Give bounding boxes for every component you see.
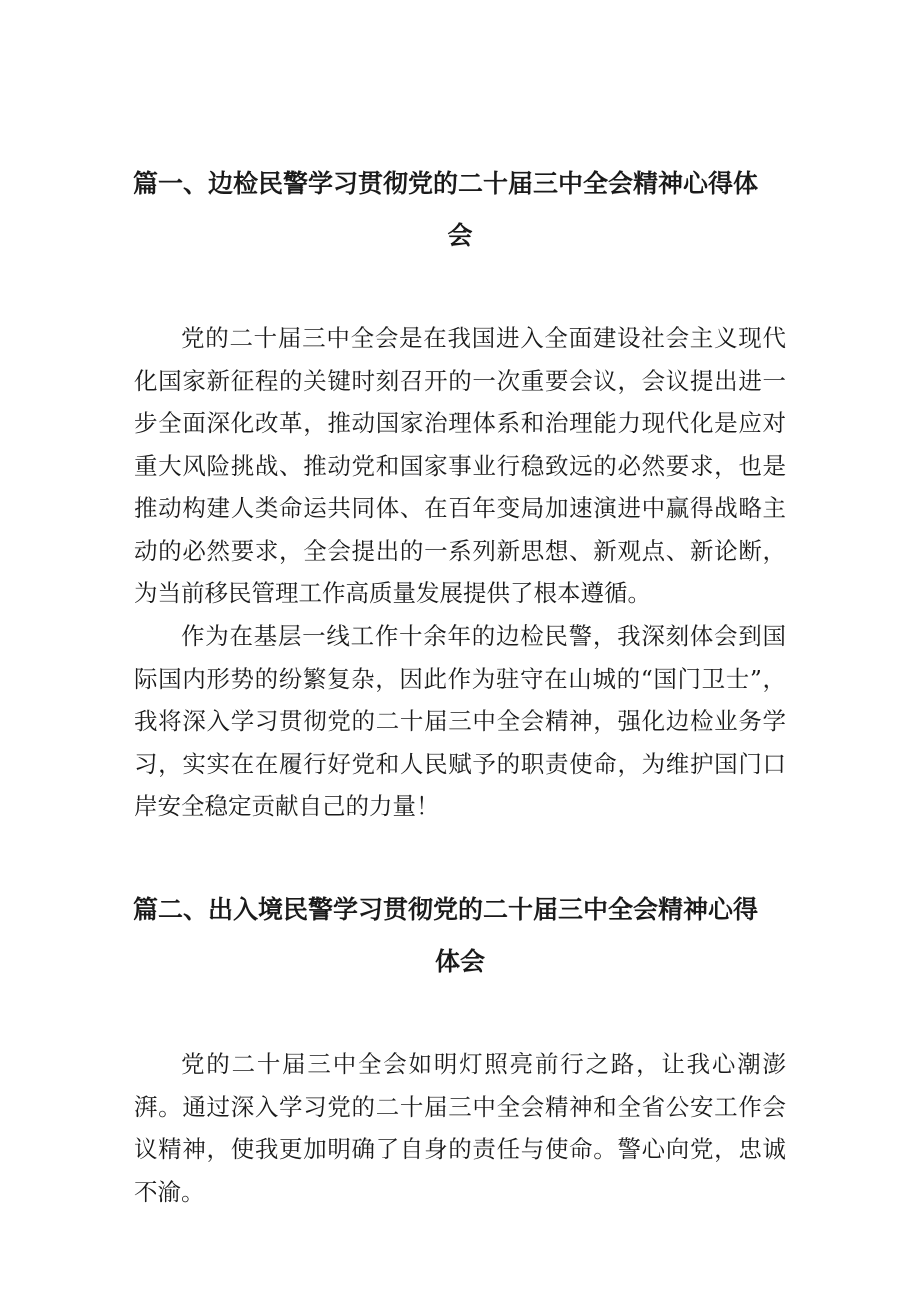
section1-title-line2: 会 — [447, 221, 473, 250]
section1-title — [0, 158, 920, 262]
section1-paragraph-1: 党的二十届三中全会是在我国进入全面建设社会主义现代化国家新征程的关键时刻召开的一次重要会议，会议提出进一步全面深化改革，推动国家治理体系和治理能力现代化是应对重大风险挑战、推动党和国家事业行稳致远的必然要求，也是推动构建人类命运共同体、在百年变局加速演进中赢得战略主动的必然要求，全会提出的一系列新思想、新观点、新论断，为当前移民管理工作高质量发展提供了根本遵循。 — [134, 324, 786, 607]
section2-title-line1: 篇二、出入境民警学习贯彻党的二十届三中全会精神心得 — [133, 895, 759, 924]
section1-paragraph-2: 作为在基层一线工作十余年的边检民警，我深刻体会到国际国内形势的纷繁复杂，因此作为驻守在山城的“国门卫士”，我将深入学习贯彻党的二十届三中全会精神，强化边检业务学习，实实在在履行好党和人民赋予的职责使命，为维护国门口岸安全稳定贡献自己的力量！ — [134, 622, 786, 820]
section2-title-line2: 体会 — [434, 947, 485, 976]
section2-title — [0, 884, 920, 988]
section2-paragraph-1: 党的二十届三中全会如明灯照亮前行之路，让我心潮澎湃。通过深入学习党的二十届三中全会精神和全省公安工作会议精神，使我更加明确了自身的责任与使命。警心向党，忠诚不渝。 — [134, 1050, 786, 1206]
section1-title-line1: 篇一、边检民警学习贯彻党的二十届三中全会精神心得体 — [133, 169, 759, 198]
